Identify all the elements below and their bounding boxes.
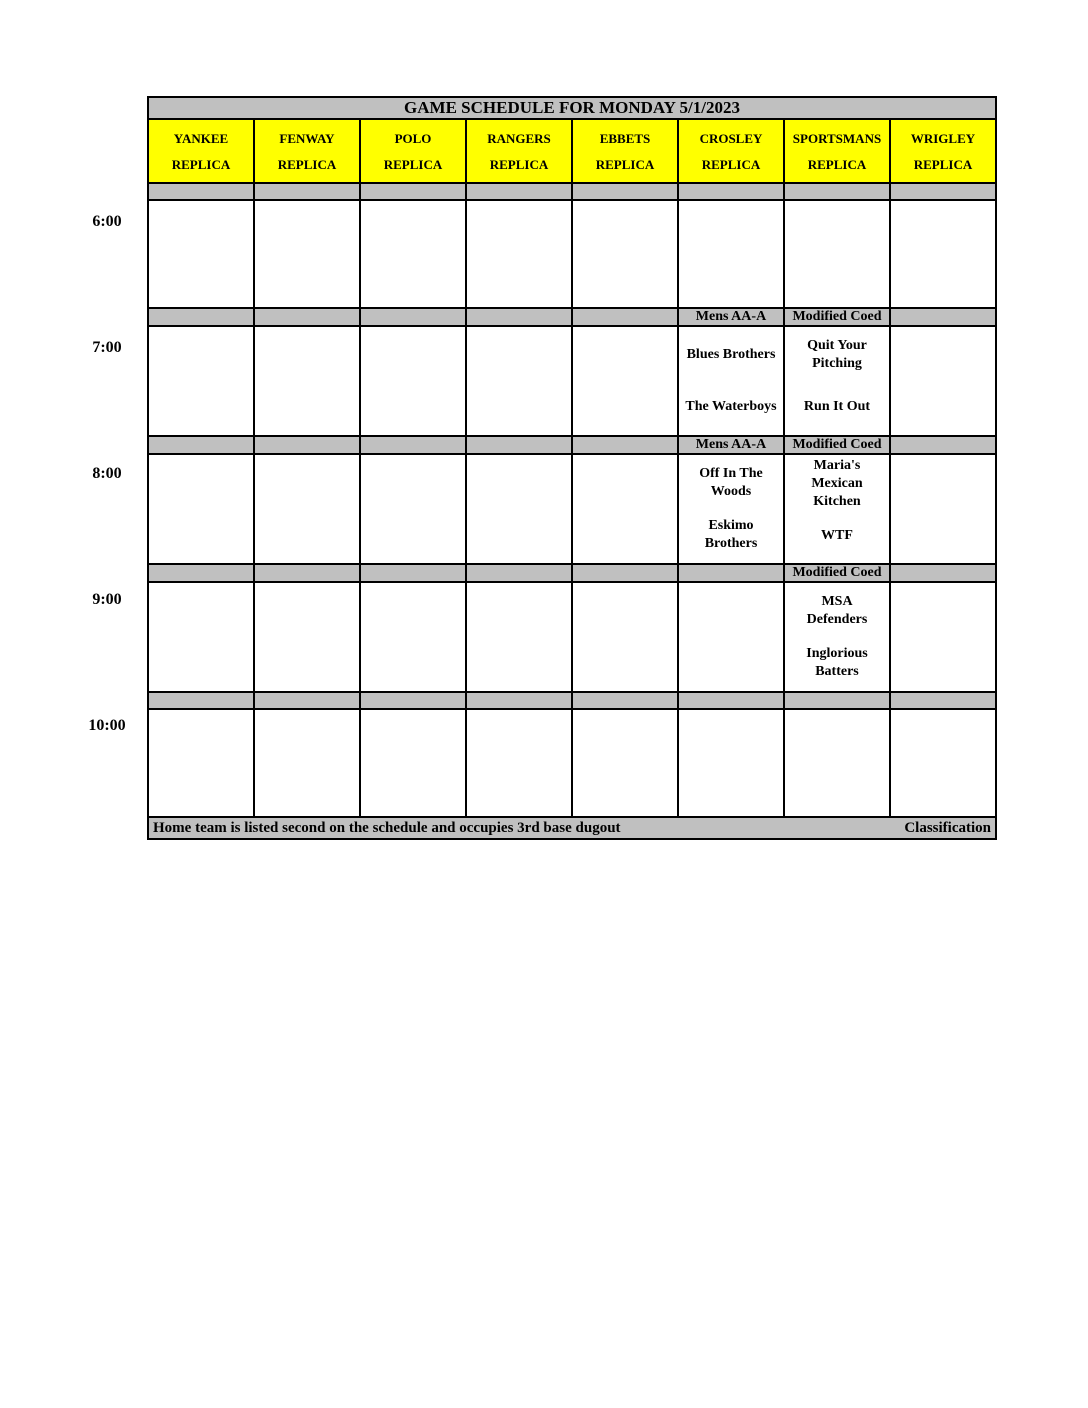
game-cell: [784, 709, 890, 817]
classification-strip-cell: [466, 436, 572, 454]
classification-strip-row: [148, 308, 996, 326]
game-cell: [360, 454, 466, 564]
footer-row: [148, 817, 996, 839]
field-name: CROSLEY: [699, 130, 763, 146]
game-cell: [678, 709, 784, 817]
field-name: POLO: [394, 130, 432, 146]
field-header-wrigley: [890, 119, 996, 183]
classification-strip-cell: [360, 564, 466, 582]
classification-strip-cell: [254, 692, 360, 709]
field-header-rangers: [466, 119, 572, 183]
game-cell: [466, 709, 572, 817]
classification-strip-cell: [890, 183, 996, 200]
classification-strip-row: [148, 564, 996, 582]
game-cell: [678, 200, 784, 308]
game-cell: [360, 709, 466, 817]
classification-strip-cell: [678, 692, 784, 709]
away-team: Quit Your Pitching: [807, 337, 867, 371]
game-cell: [466, 326, 572, 436]
classification-strip-cell: [784, 692, 890, 709]
field-replica-label: REPLICA: [489, 156, 549, 172]
classification-strip-row: [148, 692, 996, 709]
classification-strip-cell: [890, 692, 996, 709]
classification-strip-cell: [466, 692, 572, 709]
field-replica-label: REPLICA: [913, 156, 973, 172]
home-team: WTF: [821, 528, 853, 544]
game-row-900: [148, 582, 996, 692]
field-header-yankee: [148, 119, 254, 183]
classification-strip-cell: [360, 183, 466, 200]
field-replica-label: REPLICA: [383, 156, 443, 172]
classification-strip-cell: [148, 692, 254, 709]
classification-strip-cell: Modified Coed: [784, 436, 890, 454]
field-header-polo: [360, 119, 466, 183]
classification-strip-cell: [148, 183, 254, 200]
field-replica-label: REPLICA: [171, 156, 231, 172]
game-matchup: [679, 455, 783, 563]
classification-strip-cell: Mens AA-A: [678, 436, 784, 454]
classification-strip-cell: [360, 308, 466, 326]
classification-strip-cell: [678, 564, 784, 582]
game-cell: [466, 454, 572, 564]
game-cell: [466, 200, 572, 308]
game-matchup: [785, 583, 889, 691]
game-cell: [254, 582, 360, 692]
time-label: 6:00: [92, 213, 122, 230]
field-replica-label: REPLICA: [701, 156, 761, 172]
classification-strip-cell: [360, 692, 466, 709]
classification-strip-cell: [572, 692, 678, 709]
classification-strip-cell: Modified Coed: [784, 308, 890, 326]
classification-strip-cell: [148, 308, 254, 326]
field-header-row: [148, 119, 996, 183]
classification-strip-cell: [148, 564, 254, 582]
game-matchup: [679, 327, 783, 435]
game-cell: [572, 200, 678, 308]
game-cell: [254, 326, 360, 436]
game-cell: [572, 709, 678, 817]
game-cell: [572, 326, 678, 436]
classification-strip-cell: Mens AA-A: [678, 308, 784, 326]
schedule-title: GAME SCHEDULE FOR MONDAY 5/1/2023: [148, 97, 996, 119]
game-cell: [254, 200, 360, 308]
game-cell: [890, 454, 996, 564]
classification-label: Classification: [904, 819, 991, 836]
away-team: MSA Defenders: [806, 593, 868, 627]
field-header-sportsmans: [784, 119, 890, 183]
classification-strip-cell: [572, 564, 678, 582]
time-label: 8:00: [92, 465, 122, 482]
classification-strip-cell: [890, 564, 996, 582]
game-row-700: [148, 326, 996, 436]
field-replica-label: REPLICA: [807, 156, 867, 172]
field-header-ebbets: [572, 119, 678, 183]
classification-strip-row: [148, 183, 996, 200]
schedule-table: [147, 96, 997, 840]
game-cell: [148, 582, 254, 692]
game-cell: [254, 709, 360, 817]
game-row-600: [148, 200, 996, 308]
field-replica-label: REPLICA: [277, 156, 337, 172]
time-label: 10:00: [88, 717, 126, 734]
field-name: WRIGLEY: [910, 130, 976, 146]
game-cell: [678, 326, 784, 436]
home-team: The Waterboys: [685, 398, 777, 414]
game-matchup: [785, 327, 889, 435]
game-cell: [784, 454, 890, 564]
game-cell: [360, 326, 466, 436]
classification-strip-cell: [466, 183, 572, 200]
classification-strip-cell: [254, 436, 360, 454]
game-cell: [678, 582, 784, 692]
classification-strip-cell: [890, 436, 996, 454]
game-cell: [890, 326, 996, 436]
classification-strip-cell: [466, 308, 572, 326]
game-cell: [890, 200, 996, 308]
game-row-1000: [148, 709, 996, 817]
classification-strip-cell: [466, 564, 572, 582]
title-row: [148, 97, 996, 119]
classification-strip-cell: [890, 308, 996, 326]
time-label: 7:00: [92, 339, 122, 356]
game-cell: [678, 454, 784, 564]
game-cell: [360, 582, 466, 692]
classification-strip-row: [148, 436, 996, 454]
away-team: Maria's Mexican Kitchen: [811, 458, 863, 510]
field-name: YANKEE: [173, 130, 229, 146]
footer-note: Home team is listed second on the schedule and occupies 3rd base dugout: [153, 819, 621, 836]
game-cell: [890, 582, 996, 692]
footer-bar: [148, 817, 996, 839]
field-replica-label: REPLICA: [595, 156, 655, 172]
field-name: EBBETS: [599, 130, 651, 146]
home-team: Inglorious Batters: [806, 645, 868, 679]
time-label: 9:00: [92, 591, 122, 608]
field-header-crosley: [678, 119, 784, 183]
field-name: FENWAY: [279, 130, 335, 146]
game-row-800: [148, 454, 996, 564]
classification-strip-cell: [678, 183, 784, 200]
game-cell: [148, 200, 254, 308]
classification-strip-cell: [572, 436, 678, 454]
classification-strip-cell: [254, 183, 360, 200]
game-cell: [254, 454, 360, 564]
game-cell: [466, 582, 572, 692]
game-cell: [572, 454, 678, 564]
game-matchup: [785, 455, 889, 563]
classification-strip-cell: [360, 436, 466, 454]
classification-strip-cell: [254, 308, 360, 326]
game-cell: [784, 200, 890, 308]
field-name: SPORTSMANS: [792, 130, 882, 146]
game-cell: [784, 582, 890, 692]
home-team: Run It Out: [803, 398, 871, 414]
game-cell: [890, 709, 996, 817]
away-team: Off In The Woods: [699, 465, 763, 499]
classification-strip-cell: [148, 436, 254, 454]
home-team: Eskimo Brothers: [704, 517, 758, 551]
classification-strip-cell: [572, 183, 678, 200]
game-cell: [148, 709, 254, 817]
game-cell: [360, 200, 466, 308]
field-header-fenway: [254, 119, 360, 183]
classification-strip-cell: [572, 308, 678, 326]
game-cell: [572, 582, 678, 692]
game-cell: [784, 326, 890, 436]
classification-strip-cell: Modified Coed: [784, 564, 890, 582]
classification-strip-cell: [254, 564, 360, 582]
classification-strip-cell: [784, 183, 890, 200]
field-name: RANGERS: [487, 130, 551, 146]
game-cell: [148, 326, 254, 436]
game-cell: [148, 454, 254, 564]
away-team: Blues Brothers: [686, 346, 776, 362]
